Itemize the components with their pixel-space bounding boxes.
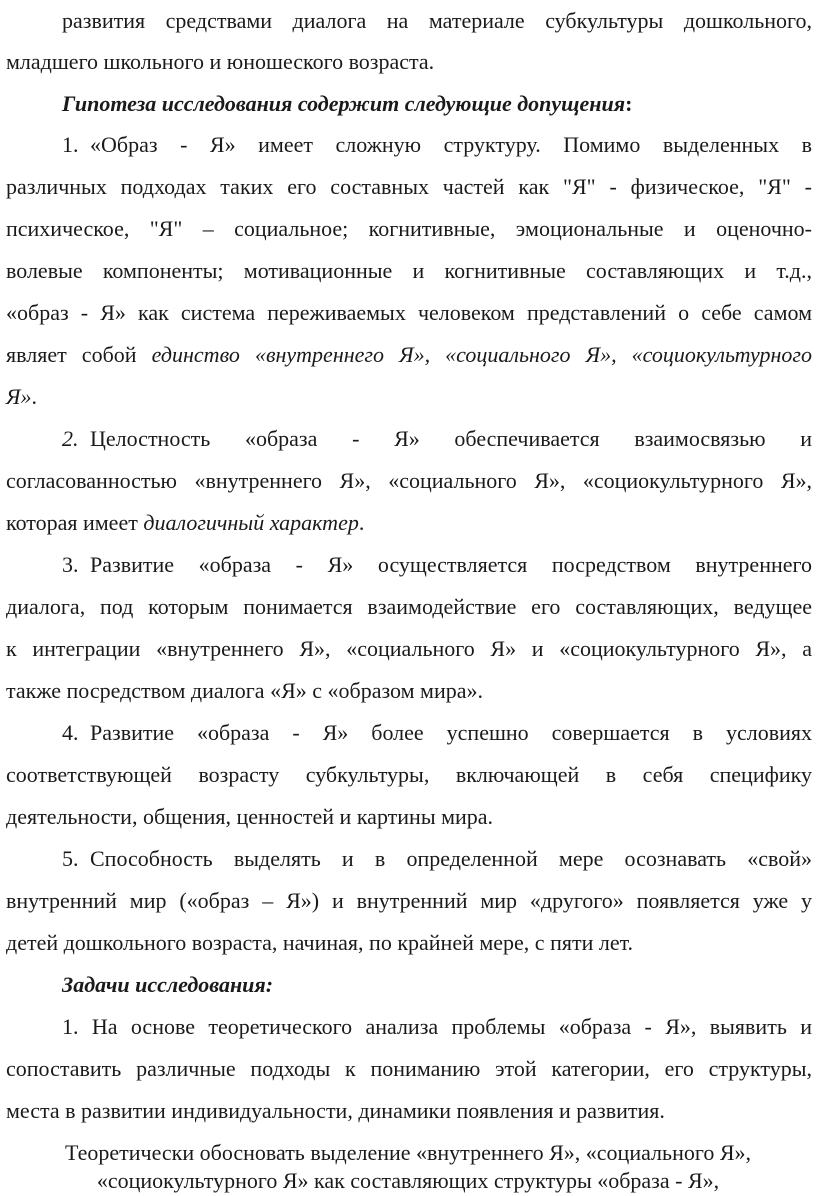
item-number: 3.: [62, 552, 79, 577]
item-number: 1.: [62, 132, 79, 157]
item-text-italic: Я»: [6, 384, 32, 409]
hypothesis-item-1-line-7: [6, 383, 812, 411]
hypothesis-heading-text: Гипотеза исследования содержит следующие допущения: [62, 91, 626, 116]
item-text: Целостность «образа - Я» обеспечивается взаимосвязью и: [90, 426, 812, 451]
hypothesis-item-3-line-4: также посредством диалога «Я» с «образом мира».: [6, 678, 483, 703]
hypothesis-item-3-line-1: [62, 551, 812, 579]
hypothesis-item-4-line-1: [62, 719, 812, 747]
item-text-italic: единство «внутреннего Я», «социального Я», «социокультурного: [151, 342, 812, 367]
hypothesis-item-2-line-2: согласованностью «внутреннего Я», «социального Я», «социокультурного Я»,: [6, 468, 812, 493]
tasks-item-1-line-3: места в развитии индивидуальности, динамики появления и развития.: [6, 1098, 665, 1123]
tasks-item-1-line-2: сопоставить различные подходы к пониманию этой категории, его структуры,: [6, 1056, 812, 1081]
hypothesis-item-1-line-1: [62, 131, 812, 159]
item-text: являет собой: [6, 342, 152, 367]
item-number: 5.: [62, 846, 79, 871]
hypothesis-heading: [62, 90, 812, 118]
tasks-item-2-line-1: Теоретически обосновать выделение «внутреннего Я», «социального Я»,: [65, 1140, 751, 1165]
tasks-heading: Задачи исследования:: [62, 972, 274, 997]
tasks-item-1-line-1: 1. На основе теоретического анализа проблемы «образа - Я», выявить и: [62, 1014, 812, 1039]
hypothesis-item-2-line-1: [62, 425, 812, 453]
item-text-italic: диалогичный характер: [143, 510, 359, 535]
hypothesis-item-5-line-3: детей дошкольного возраста, начиная, по крайней мере, с пяти лет.: [6, 930, 634, 955]
hypothesis-item-5-line-2: внутренний мир («образ – Я») и внутренний мир «другого» появляется уже у: [6, 888, 812, 913]
intro-line-1: развития средствами диалога на материале субкультуры дошкольного,: [62, 8, 812, 33]
item-number: 2.: [62, 426, 79, 451]
hypothesis-item-1-line-6: [6, 341, 812, 369]
hypothesis-item-1-line-2: различных подходах таких его составных частей как "Я" - физическое, "Я" -: [6, 174, 812, 199]
hypothesis-item-1-line-4: волевые компоненты; мотивационные и когнитивные составляющих и т.д.,: [6, 258, 812, 283]
item-text: Развитие «образа - Я» осуществляется посредством внутреннего: [90, 552, 812, 577]
hypothesis-item-5-line-1: [62, 845, 812, 873]
intro-line-2: младшего школьного и юношеского возраста.: [6, 49, 435, 74]
item-text: «Образ - Я» имеет сложную структуру. Помимо выделенных в: [90, 132, 812, 157]
hypothesis-item-4-line-3: деятельности, общения, ценностей и картины мира.: [6, 804, 494, 829]
item-text: Способность выделять и в определенной мере осознавать «свой»: [90, 846, 812, 871]
hypothesis-heading-colon: :: [625, 91, 633, 116]
hypothesis-item-3-line-3: к интеграции «внутреннего Я», «социального Я» и «социокультурного Я», а: [6, 636, 812, 661]
item-text: которая имеет: [6, 510, 144, 535]
tasks-item-2-line-2: «социокультурного Я» как составляющих структуры «образа - Я»,: [96, 1168, 720, 1193]
item-text: .: [358, 510, 365, 535]
hypothesis-item-2-line-3: [6, 509, 812, 537]
hypothesis-item-1-line-3: психическое, "Я" – социальное; когнитивные, эмоциональные и оценочно-: [6, 216, 812, 241]
item-text: Развитие «образа - Я» более успешно совершается в условиях: [90, 720, 812, 745]
item-number: 4.: [62, 720, 79, 745]
hypothesis-item-4-line-2: соответствующей возрасту субкультуры, включающей в себя специфику: [6, 762, 812, 787]
hypothesis-item-3-line-2: диалога, под которым понимается взаимодействие его составляющих, ведущее: [6, 594, 812, 619]
hypothesis-item-1-line-5: «образ - Я» как система переживаемых человеком представлений о себе самом: [6, 300, 812, 325]
item-text: .: [31, 384, 37, 409]
